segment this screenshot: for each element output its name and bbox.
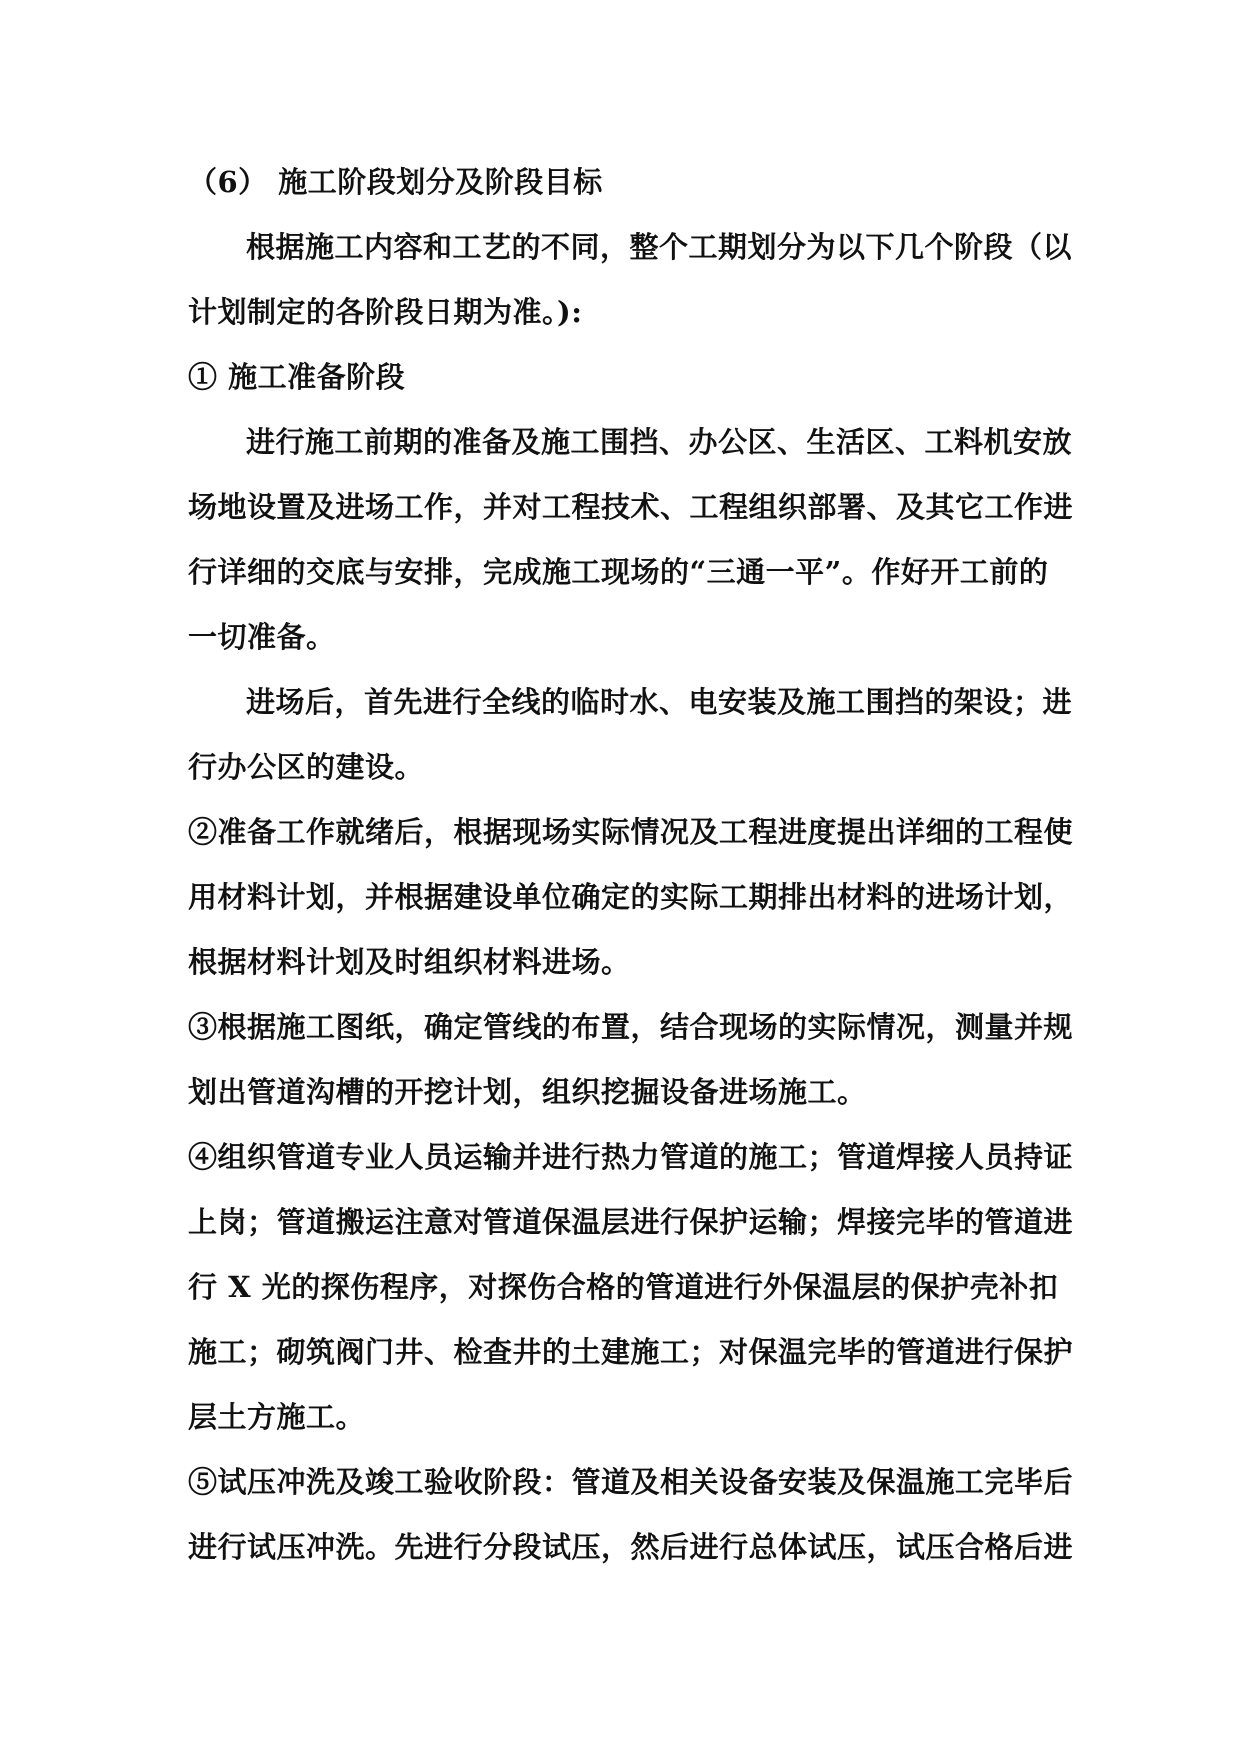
paragraph-line: 场地设置及进场工作，并对工程技术、工程组织部署、及其它工作进: [188, 490, 1074, 524]
paragraph-line: 根据施工内容和工艺的不同，整个工期划分为以下几个阶段（以: [246, 230, 1073, 264]
paragraph-line: 一切准备。: [188, 620, 336, 654]
paragraph-line: 进行试压冲洗。先进行分段试压，然后进行总体试压，试压合格后进: [188, 1530, 1074, 1564]
paragraph-line: 用材料计划，并根据建设单位确定的实际工期排出材料的进场计划，: [188, 880, 1074, 914]
paragraph-line: 层土方施工。: [188, 1400, 366, 1434]
paragraph-line: 上岗；管道搬运注意对管道保温层进行保护运输；焊接完毕的管道进: [188, 1205, 1074, 1239]
paragraph-line: 行详细的交底与安排，完成施工现场的“三通一平”。作好开工前的: [188, 555, 1049, 589]
paragraph-line: ②准备工作就绪后，根据现场实际情况及工程进度提出详细的工程使: [188, 815, 1074, 849]
paragraph-line: 行办公区的建设。: [188, 750, 425, 784]
paragraph-line: 进场后，首先进行全线的临时水、电安装及施工围挡的架设；进: [246, 685, 1073, 719]
paragraph-line: ④组织管道专业人员运输并进行热力管道的施工；管道焊接人员持证: [188, 1140, 1074, 1174]
paragraph-line: 施工；砌筑阀门井、检查井的土建施工；对保温完毕的管道进行保护: [188, 1335, 1074, 1369]
paragraph-line: ⑤试压冲洗及竣工验收阶段：管道及相关设备安装及保温施工完毕后: [188, 1465, 1074, 1499]
paragraph-line: ③根据施工图纸，确定管线的布置，结合现场的实际情况，测量并规: [188, 1010, 1074, 1044]
paragraph-line: 划出管道沟槽的开挖计划，组织挖掘设备进场施工。: [188, 1075, 867, 1109]
paragraph-line: 行 X 光的探伤程序，对探伤合格的管道进行外保温层的保护壳补扣: [188, 1270, 1059, 1304]
paragraph-line: 计划制定的各阶段日期为准。):: [188, 295, 583, 329]
section-heading: （6） 施工阶段划分及阶段目标: [188, 165, 603, 199]
subheading: ① 施工准备阶段: [188, 360, 406, 394]
paragraph-line: 进行施工前期的准备及施工围挡、办公区、生活区、工料机安放: [246, 425, 1073, 459]
paragraph-line: 根据材料计划及时组织材料进场。: [188, 945, 631, 979]
